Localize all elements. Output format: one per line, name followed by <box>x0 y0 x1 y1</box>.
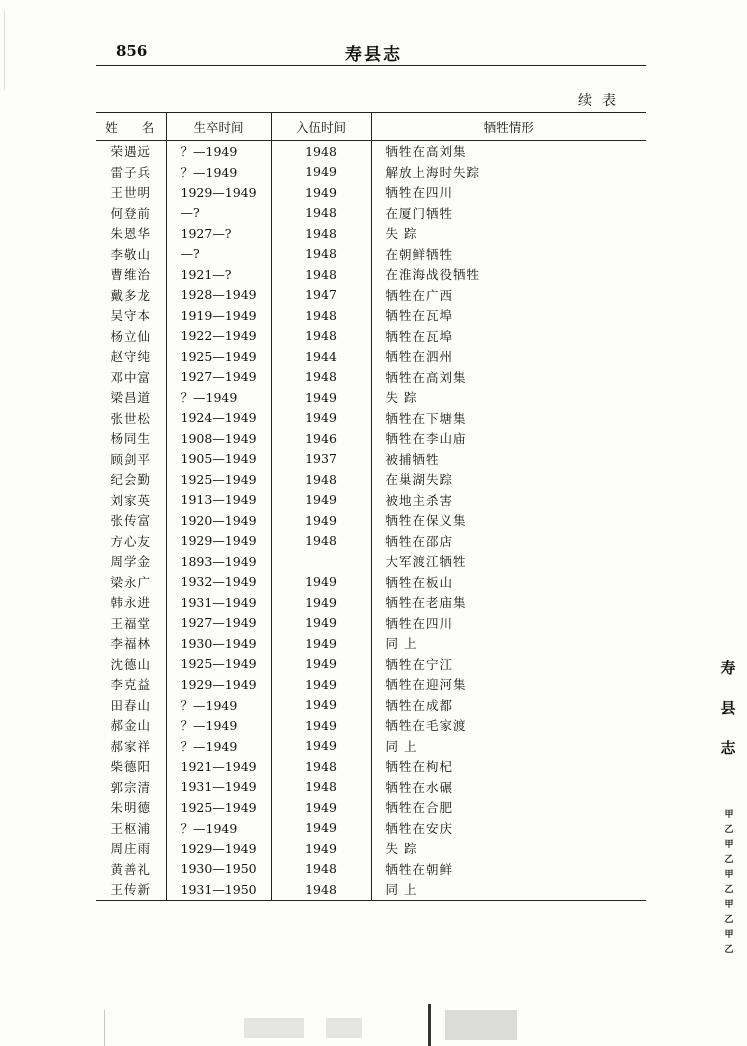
binding-mark <box>428 1004 431 1046</box>
cell-enlist-year: 1949 <box>271 387 371 408</box>
cell-name: 梁昌道 <box>110 390 151 406</box>
cell-enlist-year: 1948 <box>271 141 371 162</box>
edge-mark: 乙 <box>724 885 734 895</box>
cell-sacrifice: 解放上海时失踪 <box>371 162 646 183</box>
cell-life-span: 1931—1949 <box>166 592 271 613</box>
table-row <box>96 510 646 531</box>
table-row <box>96 387 646 408</box>
cell-name: 杨同生 <box>110 431 151 447</box>
edge-mark: 甲 <box>724 840 734 850</box>
cell-name: 雷子兵 <box>110 164 151 180</box>
cell-life-span: ？—1949 <box>166 715 271 736</box>
cell-name: 黄善礼 <box>110 861 151 877</box>
table-row <box>96 428 646 449</box>
cell-name: 李敬山 <box>110 246 151 262</box>
cell-name: 郭宗清 <box>110 779 151 795</box>
table-row <box>96 285 646 306</box>
cell-life-span: 1893—1949 <box>166 551 271 572</box>
cell-life-span: 1913—1949 <box>166 490 271 511</box>
table-row <box>96 264 646 285</box>
cell-life-span: 1925—1949 <box>166 654 271 675</box>
edge-mark: 甲 <box>724 930 734 940</box>
table-row <box>96 777 646 798</box>
cell-name: 邓中富 <box>110 369 151 385</box>
table-body <box>96 141 646 901</box>
cell-life-span: 1929—1949 <box>166 531 271 552</box>
cell-sacrifice: 牺牲在李山庙 <box>371 428 646 449</box>
cell-sacrifice: 牺牲在邵店 <box>371 531 646 552</box>
cell-life-span: 1925—1949 <box>166 469 271 490</box>
cell-life-span: 1922—1949 <box>166 326 271 347</box>
cell-name: 荣遇远 <box>110 144 151 160</box>
cell-enlist-year: 1949 <box>271 818 371 839</box>
cell-name: 何登前 <box>110 205 151 221</box>
cell-sacrifice: 失 踪 <box>371 838 646 859</box>
cell-life-span: 1925—1949 <box>166 346 271 367</box>
cell-life-span: 1930—1950 <box>166 859 271 880</box>
cell-sacrifice: 在淮海战役牺牲 <box>371 264 646 285</box>
cell-name: 方心友 <box>110 533 151 549</box>
cell-enlist-year: 1948 <box>271 223 371 244</box>
cell-enlist-year: 1949 <box>271 613 371 634</box>
page-title: 寿县志 <box>345 45 402 65</box>
cell-life-span: 1905—1949 <box>166 449 271 470</box>
cell-sacrifice: 失 踪 <box>371 387 646 408</box>
table-row <box>96 592 646 613</box>
table-row <box>96 244 646 265</box>
cell-sacrifice: 牺牲在四川 <box>371 613 646 634</box>
cell-name: 韩永进 <box>110 595 151 611</box>
table-row <box>96 367 646 388</box>
cell-sacrifice: 牺牲在广西 <box>371 285 646 306</box>
cell-enlist-year: 1949 <box>271 490 371 511</box>
cell-life-span: 1930—1949 <box>166 633 271 654</box>
cell-enlist-year: 1947 <box>271 285 371 306</box>
cell-life-span: 1927—? <box>166 223 271 244</box>
cell-life-span: ？—1949 <box>166 736 271 757</box>
cell-life-span: 1928—1949 <box>166 285 271 306</box>
cell-enlist-year: 1948 <box>271 777 371 798</box>
cell-enlist-year: 1949 <box>271 838 371 859</box>
cell-enlist-year: 1948 <box>271 469 371 490</box>
header-sacrifice: 牺牲情形 <box>371 113 646 141</box>
cell-sacrifice: 牺牲在成都 <box>371 695 646 716</box>
table-row <box>96 408 646 429</box>
table-row <box>96 449 646 470</box>
table-row <box>96 203 646 224</box>
table-row <box>96 838 646 859</box>
edge-mark: 甲 <box>724 870 734 880</box>
side-title-char: 县 <box>720 699 736 717</box>
table-row <box>96 141 646 162</box>
table-row <box>96 818 646 839</box>
cell-sacrifice: 同 上 <box>371 633 646 654</box>
cell-life-span: ？—1949 <box>166 818 271 839</box>
cell-enlist-year <box>271 551 371 572</box>
cell-life-span: 1919—1949 <box>166 305 271 326</box>
cell-enlist-year: 1948 <box>271 756 371 777</box>
cell-sacrifice: 牺牲在朝鲜 <box>371 859 646 880</box>
cell-sacrifice: 失 踪 <box>371 223 646 244</box>
cell-name: 王世明 <box>110 185 151 201</box>
cell-enlist-year: 1949 <box>271 674 371 695</box>
cell-enlist-year: 1948 <box>271 244 371 265</box>
cell-enlist-year: 1949 <box>271 695 371 716</box>
cell-sacrifice: 大军渡江牺牲 <box>371 551 646 572</box>
scan-noise <box>445 1010 517 1040</box>
cell-sacrifice: 牺牲在保义集 <box>371 510 646 531</box>
cell-sacrifice: 牺牲在高刘集 <box>371 141 646 162</box>
table-row <box>96 859 646 880</box>
cell-life-span: 1927—1949 <box>166 613 271 634</box>
table-row <box>96 182 646 203</box>
cell-name: 戴多龙 <box>110 287 151 303</box>
table-row <box>96 531 646 552</box>
cell-enlist-year: 1949 <box>271 408 371 429</box>
cell-sacrifice: 牺牲在枸杞 <box>371 756 646 777</box>
table-row <box>96 572 646 593</box>
cell-sacrifice: 同 上 <box>371 736 646 757</box>
table-row <box>96 797 646 818</box>
cell-name: 吴守本 <box>110 308 151 324</box>
table-header-row <box>96 113 646 141</box>
cell-name: 梁永广 <box>110 574 151 590</box>
table-row <box>96 879 646 900</box>
table-row <box>96 613 646 634</box>
cell-name: 纪会勤 <box>110 472 151 488</box>
cell-name: 王福堂 <box>110 615 151 631</box>
cell-enlist-year: 1949 <box>271 572 371 593</box>
header-life-span: 生卒时间 <box>166 113 271 141</box>
edge-mark: 甲 <box>724 810 734 820</box>
cell-enlist-year: 1949 <box>271 510 371 531</box>
cell-sacrifice: 牺牲在泗州 <box>371 346 646 367</box>
cell-name: 朱明德 <box>110 800 151 816</box>
scan-noise <box>244 1018 304 1038</box>
cell-name: 郝金山 <box>110 718 151 734</box>
cell-sacrifice: 牺牲在瓦埠 <box>371 326 646 347</box>
cell-enlist-year: 1948 <box>271 203 371 224</box>
cell-enlist-year: 1948 <box>271 264 371 285</box>
cell-sacrifice: 牺牲在安庆 <box>371 818 646 839</box>
cell-life-span: ？—1949 <box>166 141 271 162</box>
cell-sacrifice: 牺牲在水碾 <box>371 777 646 798</box>
cell-life-span: 1927—1949 <box>166 367 271 388</box>
cell-name: 曹维治 <box>110 267 151 283</box>
cell-enlist-year: 1946 <box>271 428 371 449</box>
edge-mark: 乙 <box>724 915 734 925</box>
cell-sacrifice: 被地主杀害 <box>371 490 646 511</box>
edge-mark: 乙 <box>724 825 734 835</box>
cell-life-span: ？—1949 <box>166 387 271 408</box>
cell-enlist-year: 1949 <box>271 633 371 654</box>
cell-name: 赵守纯 <box>110 349 151 365</box>
scan-noise <box>326 1018 362 1038</box>
cell-sacrifice: 同 上 <box>371 879 646 900</box>
cell-name: 周庄雨 <box>110 841 151 857</box>
table-row <box>96 326 646 347</box>
cell-name: 李克益 <box>110 677 151 693</box>
edge-marks <box>722 808 736 958</box>
cell-enlist-year: 1937 <box>271 449 371 470</box>
cell-life-span: 1921—? <box>166 264 271 285</box>
cell-enlist-year: 1948 <box>271 859 371 880</box>
cell-name: 张世松 <box>110 410 151 426</box>
martyrs-table <box>96 112 646 901</box>
scan-noise <box>104 1010 105 1046</box>
cell-sacrifice: 牺牲在瓦埠 <box>371 305 646 326</box>
cell-enlist-year: 1948 <box>271 326 371 347</box>
cell-sacrifice: 牺牲在下塘集 <box>371 408 646 429</box>
header-name: 姓 名 <box>96 113 166 141</box>
cell-life-span: 1924—1949 <box>166 408 271 429</box>
cell-name: 沈德山 <box>110 656 151 672</box>
cell-enlist-year: 1948 <box>271 879 371 900</box>
cell-name: 刘家英 <box>110 492 151 508</box>
cell-life-span: ？—1949 <box>166 695 271 716</box>
cell-sacrifice: 牺牲在宁江 <box>371 654 646 675</box>
cell-life-span: —? <box>166 203 271 224</box>
cell-name: 周学金 <box>110 554 151 570</box>
cell-name: 朱恩华 <box>110 226 151 242</box>
cell-life-span: 1921—1949 <box>166 756 271 777</box>
table-row <box>96 469 646 490</box>
scan-noise <box>4 10 5 90</box>
table-row <box>96 490 646 511</box>
cell-life-span: 1931—1949 <box>166 777 271 798</box>
cell-name: 王枢浦 <box>110 820 151 836</box>
cell-sacrifice: 牺牲在四川 <box>371 182 646 203</box>
table-row <box>96 551 646 572</box>
cell-life-span: ？—1949 <box>166 162 271 183</box>
cell-name: 郝家祥 <box>110 738 151 754</box>
edge-mark: 乙 <box>724 945 734 955</box>
cell-life-span: 1931—1950 <box>166 879 271 900</box>
cell-sacrifice: 在巢湖失踪 <box>371 469 646 490</box>
cell-life-span: 1929—1949 <box>166 182 271 203</box>
side-title <box>718 648 738 768</box>
side-title-char: 志 <box>720 739 736 757</box>
cell-enlist-year: 1948 <box>271 531 371 552</box>
cell-enlist-year: 1948 <box>271 367 371 388</box>
table-row <box>96 633 646 654</box>
cell-name: 王传新 <box>96 879 166 900</box>
cell-enlist-year: 1949 <box>271 715 371 736</box>
cell-name: 顾剑平 <box>110 451 151 467</box>
cell-sacrifice: 牺牲在板山 <box>371 572 646 593</box>
table-row <box>96 695 646 716</box>
header-enlist-year: 入伍时间 <box>271 113 371 141</box>
table-row <box>96 715 646 736</box>
continued-label: 续表 <box>578 93 626 109</box>
cell-life-span: 1929—1949 <box>166 838 271 859</box>
cell-life-span: 1929—1949 <box>166 674 271 695</box>
cell-enlist-year: 1948 <box>271 305 371 326</box>
table-row <box>96 346 646 367</box>
edge-mark: 甲 <box>724 900 734 910</box>
cell-sacrifice: 牺牲在迎河集 <box>371 674 646 695</box>
cell-sacrifice: 牺牲在合肥 <box>371 797 646 818</box>
side-title-char: 寿 <box>720 659 736 677</box>
cell-name: 李福林 <box>110 636 151 652</box>
cell-name: 杨立仙 <box>110 328 151 344</box>
cell-sacrifice: 牺牲在高刘集 <box>371 367 646 388</box>
cell-enlist-year: 1949 <box>271 736 371 757</box>
cell-name: 田春山 <box>110 697 151 713</box>
cell-life-span: 1908—1949 <box>166 428 271 449</box>
cell-sacrifice: 被捕牺牲 <box>371 449 646 470</box>
cell-life-span: 1925—1949 <box>166 797 271 818</box>
cell-sacrifice: 牺牲在老庙集 <box>371 592 646 613</box>
cell-life-span: —? <box>166 244 271 265</box>
cell-enlist-year: 1944 <box>271 346 371 367</box>
table-row <box>96 223 646 244</box>
cell-enlist-year: 1949 <box>271 182 371 203</box>
table-row <box>96 305 646 326</box>
edge-mark: 乙 <box>724 855 734 865</box>
table-row <box>96 162 646 183</box>
table-row <box>96 674 646 695</box>
cell-name: 柴德阳 <box>110 759 151 775</box>
page-number: 856 <box>116 42 148 60</box>
table-row <box>96 654 646 675</box>
table-row <box>96 736 646 757</box>
cell-sacrifice: 在厦门牺牲 <box>371 203 646 224</box>
cell-life-span: 1920—1949 <box>166 510 271 531</box>
cell-life-span: 1932—1949 <box>166 572 271 593</box>
table-row <box>96 756 646 777</box>
cell-name: 张传富 <box>110 513 151 529</box>
cell-enlist-year: 1949 <box>271 654 371 675</box>
cell-enlist-year: 1949 <box>271 162 371 183</box>
cell-enlist-year: 1949 <box>271 592 371 613</box>
cell-sacrifice: 在朝鲜牺牲 <box>371 244 646 265</box>
cell-sacrifice: 牺牲在毛家渡 <box>371 715 646 736</box>
cell-enlist-year: 1949 <box>271 797 371 818</box>
header-rule <box>96 65 646 66</box>
